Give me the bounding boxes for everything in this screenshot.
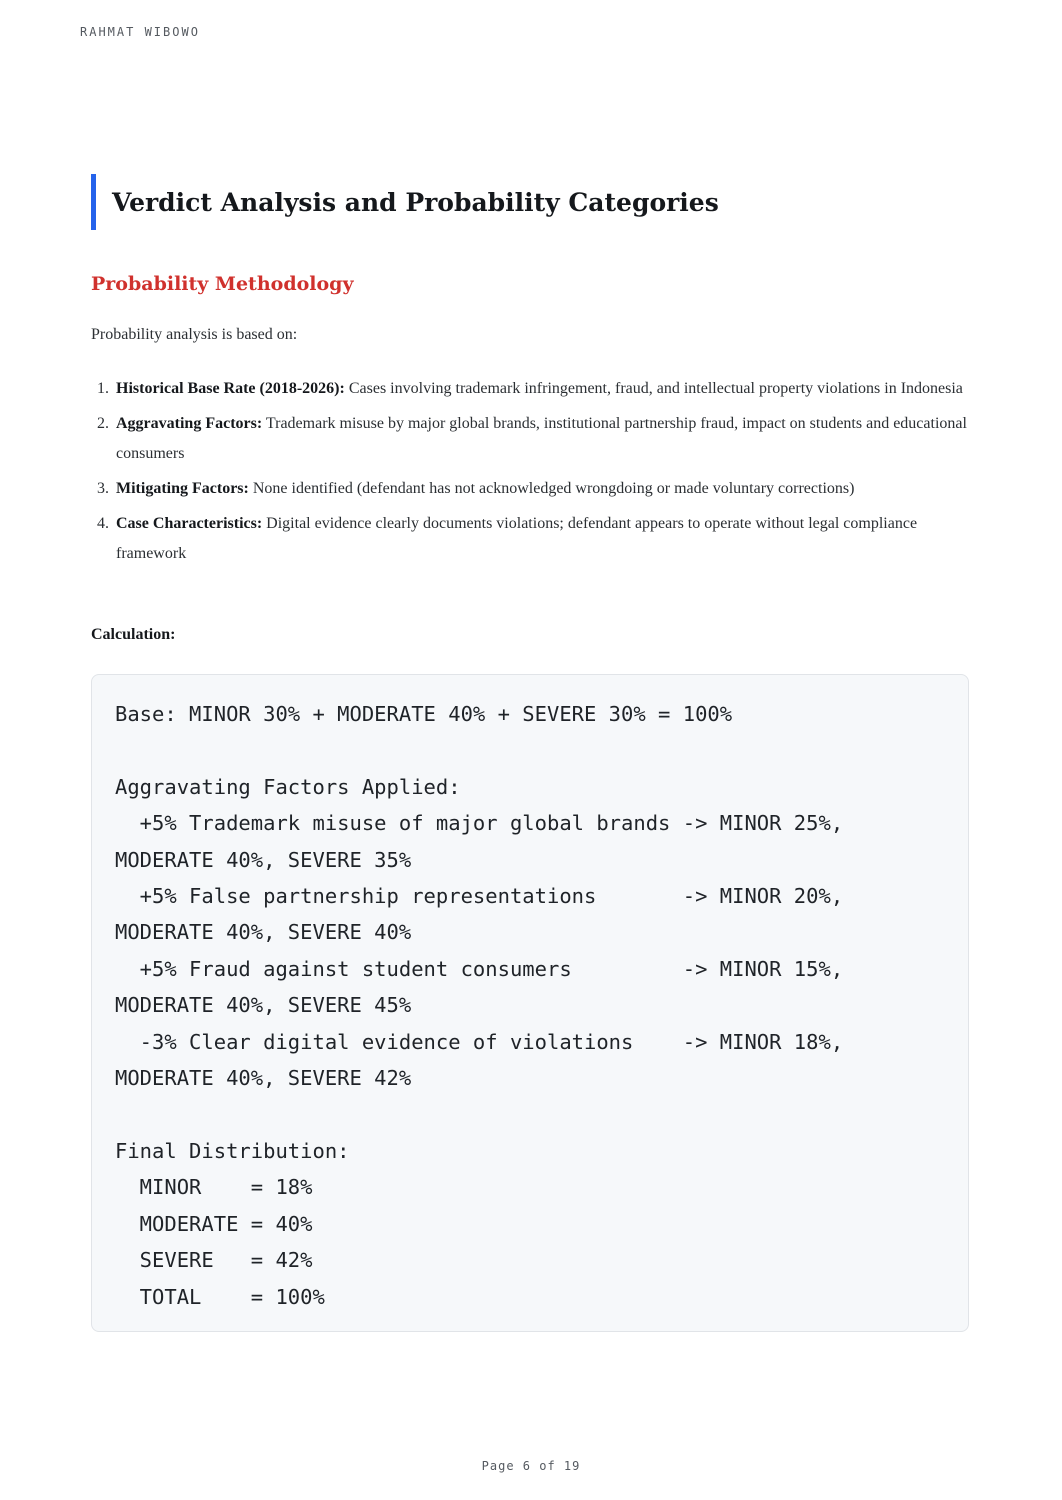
list-item-text: Trademark misuse by major global brands, institutional partnership fraud, impact on students and educational consumers	[116, 415, 967, 462]
list-item	[91, 474, 981, 504]
list-number: 4.	[97, 515, 109, 532]
page-number: Page 6 of 19	[481, 1459, 581, 1473]
list-item-label: Mitigating Factors:	[116, 480, 249, 497]
calculation-label: Calculation:	[91, 626, 176, 643]
intro-paragraph: Probability analysis is based on:	[91, 326, 298, 343]
running-header-author: RAHMAT WIBOWO	[80, 25, 200, 39]
subsection-title: Probability Methodology	[91, 273, 354, 295]
calculation-code: Base: MINOR 30% + MODERATE 40% + SEVERE 30% = 100% Aggravating Factors Applied: +5% Trademark misuse of major global brands -> MINOR 25%, MODERATE 40%, SEVERE 35% +5% False partnership representations -> MINOR 20%, MODERATE 40%, SEVERE 40% +5% Fraud against student consumers -> MINOR 15%, MODERATE 40%, SEVERE 45% -3% Clear digital evidence of violations -> MINOR 18%, MODERATE 40%, SEVERE 42% Final Distribution: MINOR = 18% MODERATE = 40% SEVERE = 42% TOTAL = 100%	[115, 702, 844, 1309]
section-title: Verdict Analysis and Probability Categories	[91, 174, 719, 230]
factor-list	[91, 374, 981, 574]
calculation-code-block	[91, 674, 969, 1332]
list-item-label: Case Characteristics:	[116, 515, 263, 532]
list-item-text: Cases involving trademark infringement, fraud, and intellectual property violations in Indonesia	[344, 380, 963, 397]
list-item-label: Aggravating Factors:	[116, 415, 263, 432]
list-number: 2.	[97, 415, 109, 432]
list-item	[91, 509, 981, 569]
list-item	[91, 409, 981, 469]
list-number: 1.	[97, 380, 109, 397]
list-item-label: Historical Base Rate (2018-2026):	[116, 380, 345, 397]
list-item	[91, 374, 981, 404]
list-item-text: None identified (defendant has not acknowledged wrongdoing or made voluntary corrections)	[248, 480, 855, 497]
list-number: 3.	[97, 480, 109, 497]
list-item-text: Digital evidence clearly documents violations; defendant appears to operate without legal compliance framework	[116, 515, 918, 562]
